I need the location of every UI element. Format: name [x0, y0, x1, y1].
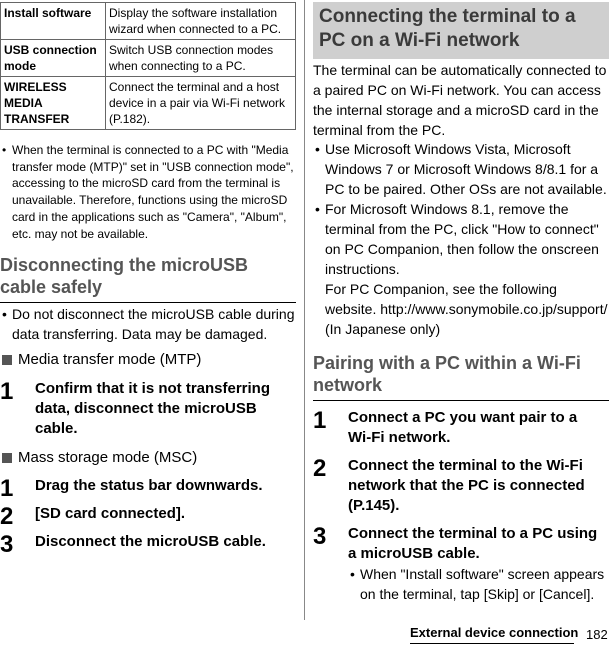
msc-step-3	[0, 532, 296, 558]
wifi-bullet-os: • Use Microsoft Windows Vista, Microsoft Windows 7 or Microsoft Windows 8/8.1 for a PC to be paired. Other OSs are not available.	[313, 139, 609, 199]
step-number: 1	[0, 378, 14, 405]
step-text: Disconnect the microUSB cable.	[35, 533, 266, 550]
square-bullet-icon	[2, 355, 12, 365]
pairing-heading: Pairing with a PC within a Wi-Fi network	[313, 352, 609, 401]
pc-companion-note: For PC Companion, see the following website. http://www.sonymobile.co.jp/support/ (In Japanese only)	[325, 281, 608, 337]
pairing-step-3	[313, 524, 609, 568]
mtp-label: Media transfer mode (MTP)	[18, 351, 202, 368]
pairing-step-2	[313, 456, 609, 520]
mtp-subheading	[0, 350, 201, 370]
table-row	[1, 40, 296, 77]
table-row	[1, 77, 296, 130]
connection-note: • When the terminal is connected to a PC with "Media transfer mode (MTP)" set in "USB connection mode", accessing to the microSD card from the terminal is unavailable. Therefore, functions using the microSD card in the applications such as "Camera", "Album", etc. may not be available.	[0, 142, 308, 242]
table-key: Install software	[1, 3, 106, 40]
section-banner	[313, 2, 609, 59]
column-divider	[304, 0, 305, 620]
step-text: Connect a PC you want pair to a Wi-Fi network.	[348, 409, 578, 446]
table-key: WIRELESS MEDIA TRANSFER	[1, 77, 106, 130]
msc-subheading	[0, 448, 197, 468]
page-number: 182	[586, 627, 608, 642]
disconnect-heading: Disconnecting the microUSB cable safely	[0, 254, 296, 303]
step-number: 3	[0, 531, 14, 558]
mtp-step-1	[0, 379, 296, 441]
step-number: 2	[313, 455, 327, 482]
step-text: Confirm that it is not transferring data, disconnect the microUSB cable.	[35, 380, 271, 437]
table-value: Connect the terminal and a host device in a pair via Wi-Fi network (P.182).	[106, 77, 296, 130]
wifi-bullet-windows81: • For Microsoft Windows 8.1, remove the terminal from the PC, click "How to connect" on PC Companion, then follow the onscreen instructions.	[313, 199, 609, 279]
footer-underline	[410, 643, 574, 644]
msc-label: Mass storage mode (MSC)	[18, 449, 198, 466]
step-text: [SD card connected].	[35, 505, 186, 522]
table-value: Switch USB connection modes when connecting to a PC.	[106, 40, 296, 77]
step-number: 2	[0, 503, 14, 530]
step-number: 1	[313, 407, 327, 434]
pairing-step-1	[313, 408, 609, 452]
msc-step-2	[0, 504, 296, 530]
table-value: Display the software installation wizard when connected to a PC.	[106, 3, 296, 40]
step-text: Drag the status bar downwards.	[35, 477, 263, 494]
step-text: Connect the terminal to the Wi-Fi network that the PC is connected (P.145).	[348, 457, 585, 514]
step-number: 3	[313, 523, 327, 550]
footer-section-title: External device connection	[410, 625, 579, 640]
table-key: USB connection mode	[1, 40, 106, 77]
table-row	[1, 3, 296, 40]
install-software-note: • When "Install software" screen appears on the terminal, tap [Skip] or [Cancel].	[348, 564, 609, 604]
section-title: Connecting the terminal to a PC on a Wi-Fi network	[319, 6, 576, 51]
settings-table	[0, 2, 296, 130]
msc-step-1	[0, 476, 296, 502]
step-text: Connect the terminal to a PC using a microUSB cable.	[348, 525, 598, 562]
step-number: 1	[0, 475, 14, 502]
disconnect-warning: • Do not disconnect the microUSB cable during data transferring. Data may be damaged.	[0, 304, 308, 344]
square-bullet-icon	[2, 453, 12, 463]
wifi-intro: The terminal can be automatically connected to a paired PC on Wi-Fi network. You can access the internal storage and a microSD card in the terminal from the PC.	[313, 62, 607, 138]
